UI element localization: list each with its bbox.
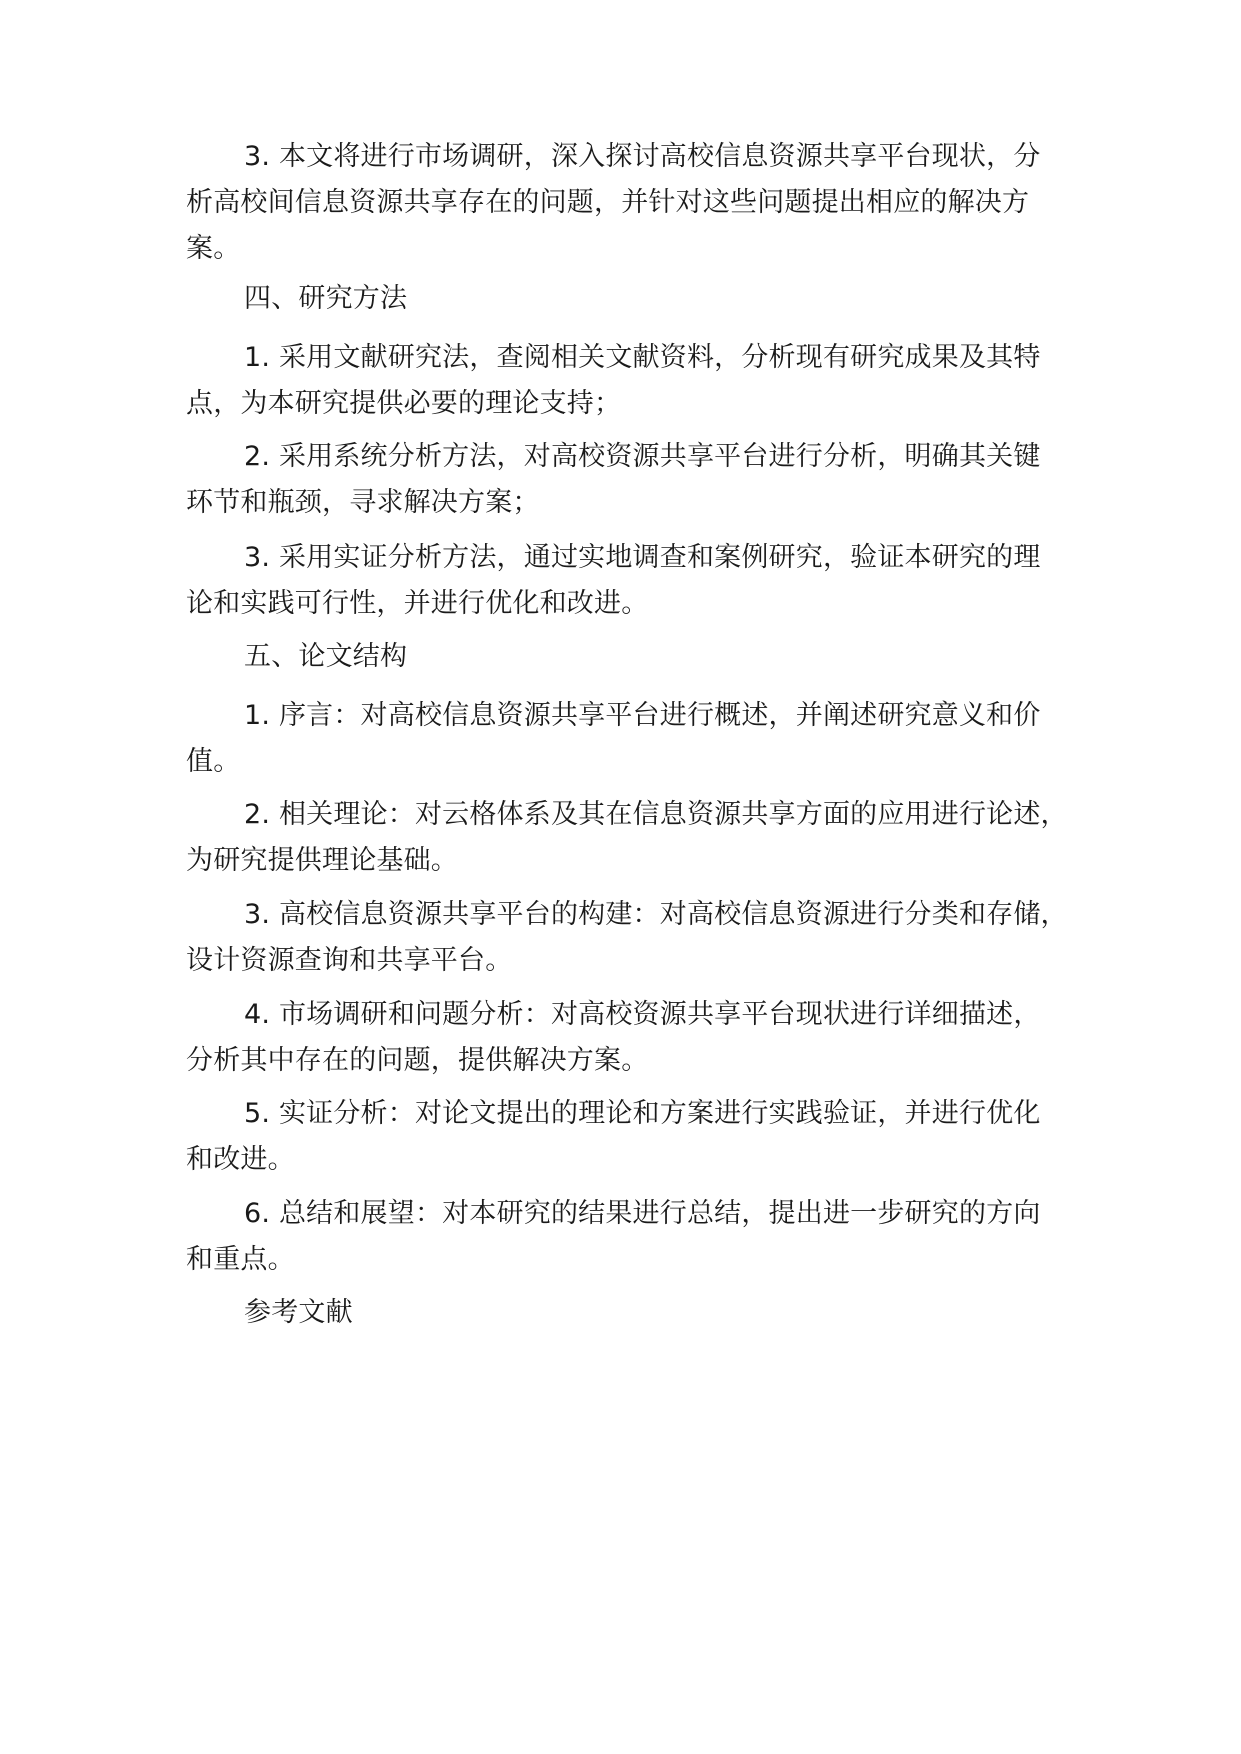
paragraph-line: 4. 市场调研和问题分析：对高校资源共享平台现状进行详细描述，: [244, 999, 1041, 1030]
paragraph-line: 2. 采用系统分析方法，对高校资源共享平台进行分析，明确其关键: [244, 441, 1041, 472]
paragraph-structure-5: [186, 1091, 1086, 1183]
paragraph-line: 设计资源查询和共享平台。: [186, 945, 513, 976]
paragraph-method-3: [186, 535, 1086, 627]
section-heading-research-methods: [186, 276, 1086, 322]
paragraph-line: 析高校间信息资源共享存在的问题，并针对这些问题提出相应的解决方: [186, 187, 1030, 218]
section-heading: 四、研究方法: [244, 283, 408, 314]
paragraph-line: 2. 相关理论：对云格体系及其在信息资源共享方面的应用进行论述，: [244, 799, 1068, 830]
section-heading-thesis-structure: [186, 634, 1086, 680]
paragraph-method-1: [186, 335, 1086, 427]
paragraph-line: 点，为本研究提供必要的理论支持；: [186, 388, 622, 419]
paragraph-line: 为研究提供理论基础。: [186, 845, 458, 876]
paragraph-line: 值。: [186, 746, 241, 777]
paragraph-line: 环节和瓶颈，寻求解决方案；: [186, 487, 540, 518]
paragraph-line: 1. 采用文献研究法，查阅相关文献资料，分析现有研究成果及其特: [244, 342, 1041, 373]
paragraph-line: 和重点。: [186, 1244, 295, 1275]
paragraph-line: 3. 本文将进行市场调研，深入探讨高校信息资源共享平台现状，分: [244, 141, 1041, 172]
paragraph-method-2: [186, 434, 1086, 526]
paragraph-line: 分析其中存在的问题，提供解决方案。: [186, 1045, 649, 1076]
section-heading: 参考文献: [244, 1297, 353, 1328]
paragraph-structure-2: [186, 792, 1086, 884]
paragraph-structure-6: [186, 1191, 1086, 1283]
paragraph-line: 案。: [186, 233, 241, 264]
section-heading-references: [186, 1290, 1086, 1336]
paragraph-research-content-3: [186, 134, 1086, 272]
paragraph-structure-1: [186, 693, 1086, 785]
paragraph-line: 6. 总结和展望：对本研究的结果进行总结，提出进一步研究的方向: [244, 1198, 1041, 1229]
paragraph-line: 3. 采用实证分析方法，通过实地调查和案例研究，验证本研究的理: [244, 542, 1041, 573]
section-heading: 五、论文结构: [244, 641, 408, 672]
paragraph-structure-4: [186, 992, 1086, 1084]
paragraph-line: 5. 实证分析：对论文提出的理论和方案进行实践验证，并进行优化: [244, 1098, 1041, 1129]
paragraph-structure-3: [186, 892, 1086, 984]
paragraph-line: 1. 序言：对高校信息资源共享平台进行概述，并阐述研究意义和价: [244, 700, 1041, 731]
paragraph-line: 3. 高校信息资源共享平台的构建：对高校信息资源进行分类和存储，: [244, 899, 1068, 930]
paragraph-line: 和改进。: [186, 1144, 295, 1175]
paragraph-line: 论和实践可行性，并进行优化和改进。: [186, 588, 649, 619]
